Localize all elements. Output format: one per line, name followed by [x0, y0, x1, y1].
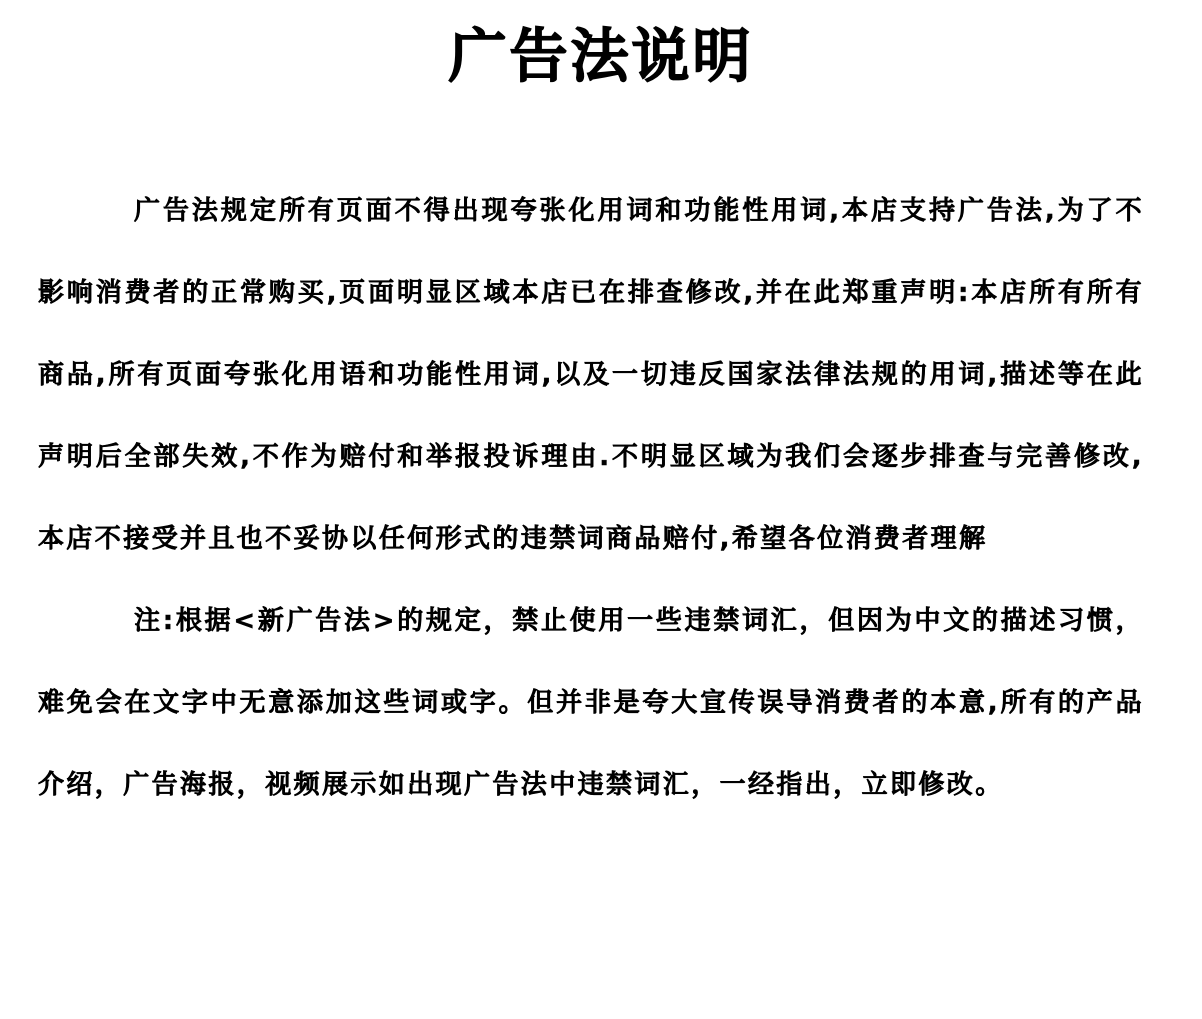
- document-body: [38, 170, 1144, 826]
- paragraph-declaration: 广告法规定所有页面不得出现夸张化用词和功能性用词,本店支持广告法,为了不影响消费者的正常购买,页面明显区域本店已在排查修改,并在此郑重声明:本店所有所有商品,所有页面夸张化用语和功能性用词,以及一切违反国家法律法规的用词,描述等在此声明后全部失效,不作为赔付和举报投诉理由.不明显区域为我们会逐步排查与完善修改,本店不接受并且也不妥协以任何形式的违禁词商品赔付,希望各位消费者理解: [38, 196, 1144, 554]
- paragraph-note: 注:根据<新广告法>的规定，禁止使用一些违禁词汇，但因为中文的描述习惯，难免会在文字中无意添加这些词或字。但并非是夸大宣传误导消费者的本意,所有的产品介绍，广告海报，视频展示如出现广告法中违禁词汇，一经指出，立即修改。: [38, 606, 1144, 800]
- page-title: 广告法说明: [448, 22, 754, 90]
